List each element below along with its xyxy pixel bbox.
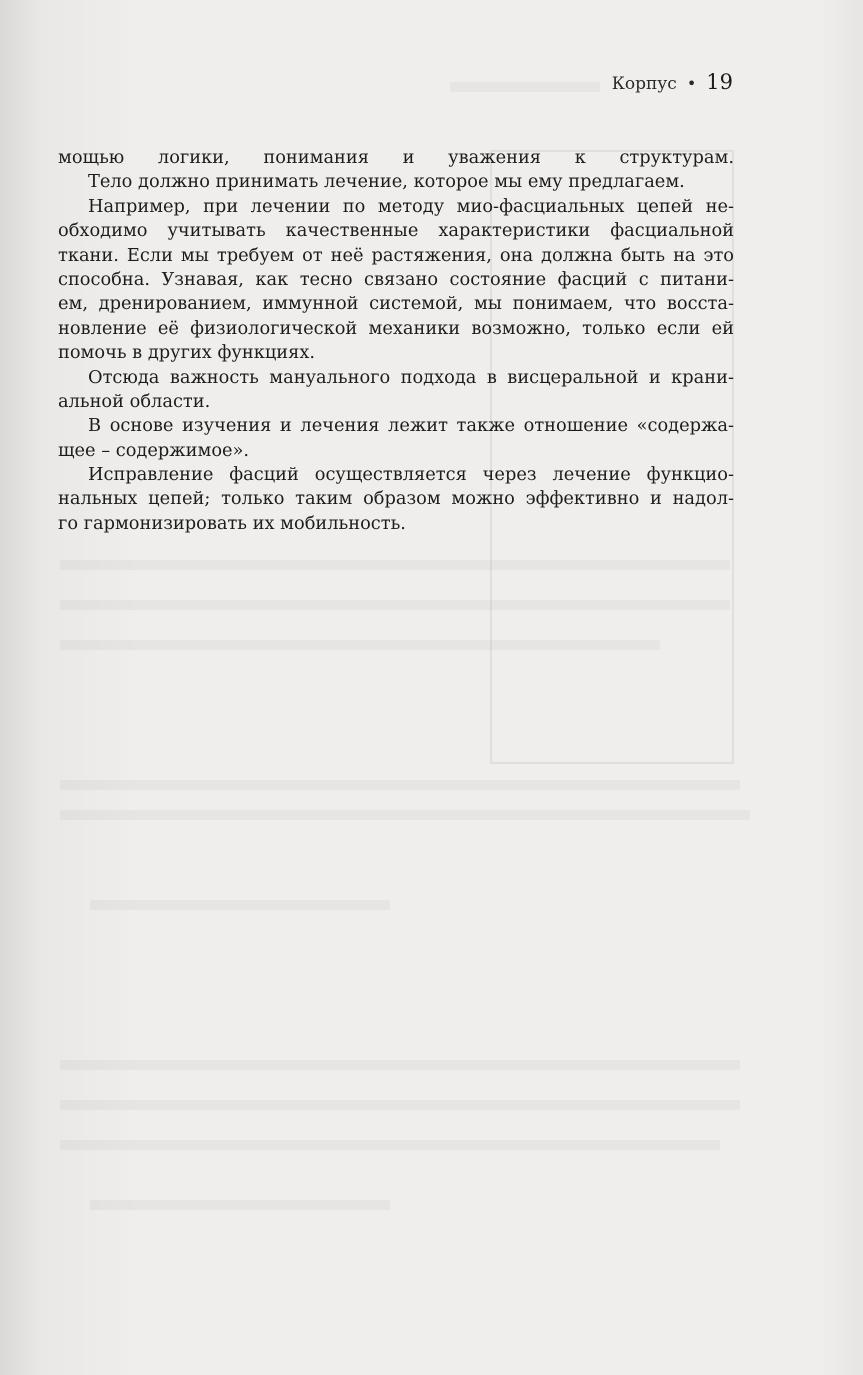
text-line: ем, дренированием, иммунной системой, мы понимаем, что восста-: [58, 293, 734, 315]
show-through-line: [60, 600, 730, 610]
body-text: [58, 146, 734, 536]
text-line: Тело должно принимать лечение, которое мы ему предлагаем.: [88, 171, 685, 193]
text-line: ткани. Если мы требуем от неё растяжения, она должна быть на это: [58, 244, 734, 266]
text-line: альной области.: [58, 390, 211, 412]
text-line: обходимо учитывать качественные характеристики фасциальной: [58, 220, 734, 242]
show-through-line: [90, 1200, 390, 1210]
show-through-line: [60, 640, 660, 650]
text-line: новление её физиологической механики возможно, только если ей: [58, 317, 734, 339]
text-line: Например, при лечении по методу мио-фасциальных цепей не-: [88, 195, 734, 217]
text-line: щее – содержимое».: [58, 439, 250, 461]
show-through-line: [60, 780, 740, 790]
show-through-line: [60, 1060, 740, 1070]
text-line: помочь в других функциях.: [58, 342, 316, 364]
show-through-line: [60, 810, 750, 820]
show-through-line: [90, 900, 390, 910]
page-header: [612, 70, 733, 94]
text-line: способна. Узнавая, как тесно связано состояние фасций с питани-: [58, 268, 734, 290]
text-line: Исправление фасций осуществляется через лечение функцио-: [88, 464, 734, 486]
show-through-line: [450, 82, 600, 92]
header-separator: •: [686, 74, 697, 93]
running-head: Корпус: [611, 74, 677, 94]
text-line: В основе изучения и лечения лежит также отношение «содержа-: [88, 415, 734, 437]
text-line: го гармонизировать их мобильность.: [58, 512, 406, 534]
show-through-line: [60, 1140, 720, 1150]
show-through-line: [60, 1100, 740, 1110]
text-line: мощью логики, понимания и уважения к структурам.: [58, 147, 734, 168]
text-line: Отсюда важность мануального подхода в висцеральной и крани-: [88, 366, 734, 388]
show-through-line: [60, 560, 730, 570]
text-line: нальных цепей; только таким образом можно эффективно и надол-: [58, 488, 734, 510]
page-number: 19: [706, 70, 733, 94]
